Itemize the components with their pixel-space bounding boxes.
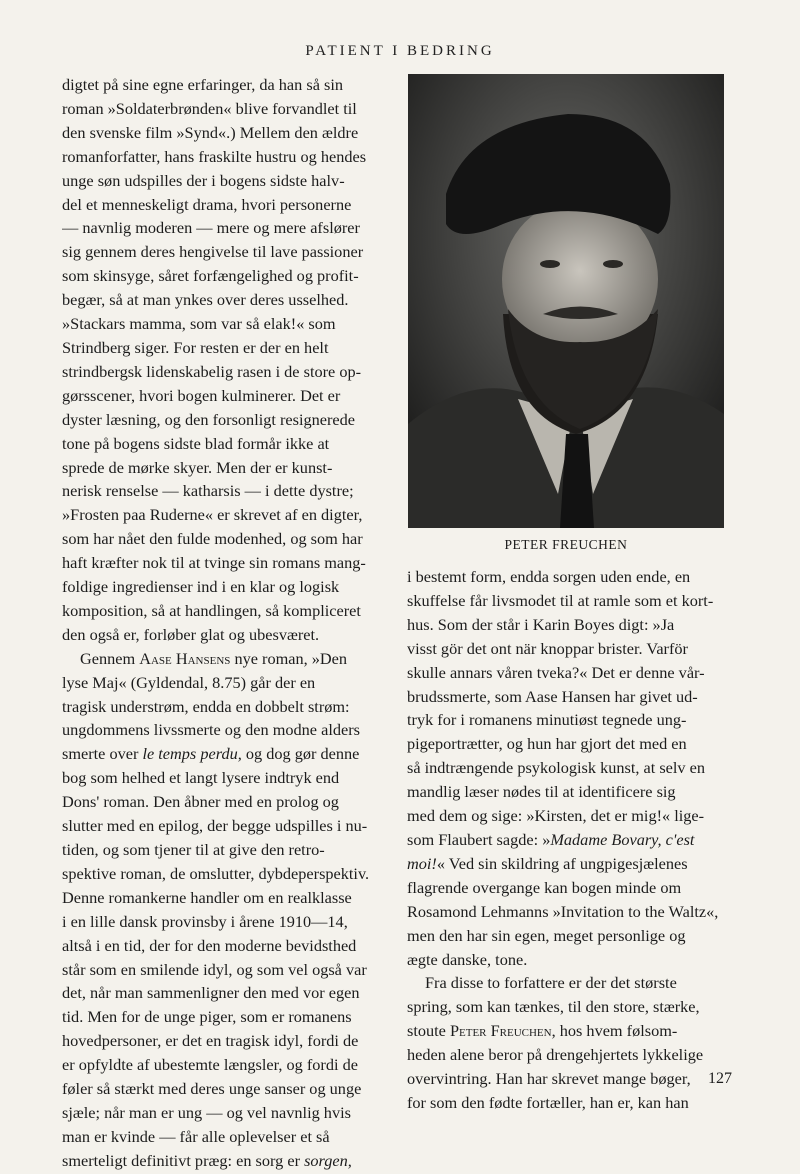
- text-line: som skinsyge, såret forfængelighed og profit-: [62, 266, 359, 286]
- text-line: men den har sin egen, meget personlige og: [407, 925, 686, 945]
- text-line: i en lille dansk provinsby i årene 1910—14,: [62, 911, 348, 931]
- text-line: slutter med en epilog, der begge udspilles i nu-: [62, 816, 368, 836]
- text-line: skulle annars våren tveka?« Det er denne vår-: [407, 662, 705, 682]
- text-line: for som den fødte fortæller, han er, kan han: [407, 1092, 689, 1112]
- text-line: Rosamond Lehmanns »Invitation to the Waltz«,: [407, 901, 719, 921]
- text-line: hus. Som der står i Karin Boyes digt: »Ja: [407, 614, 675, 634]
- text-line: hovedpersoner, er det en tragisk idyl, fordi de: [62, 1031, 359, 1051]
- text-line: tragisk understrøm, endda en dobbelt strøm:: [62, 696, 350, 716]
- text-line: dyster læsning, og den forsonligt resignerede: [62, 409, 356, 429]
- text-line: som har nået den fulde modenhed, og som har: [62, 529, 363, 549]
- text-line: overvintring. Han har skrevet mange bøger,: [407, 1069, 691, 1089]
- running-title: PATIENT I BEDRING: [305, 43, 495, 59]
- text-line: mandlig læser nødes til at identificere sig: [407, 782, 676, 802]
- text-line: den svenske film »Synd«.) Mellem den ældre: [62, 122, 359, 142]
- text-line: er opfyldte af ubestemte længsler, og fordi de: [62, 1055, 358, 1075]
- text-line: — navnlig moderen — mere og mere afslører: [62, 218, 360, 238]
- text-line: tone på bogens sidste blad formår ikke at: [62, 433, 330, 453]
- text-line: romanforfatter, hans fraskilte hustru og hendes: [62, 146, 367, 166]
- text-line: ungdommens livssmerte og den modne alders: [62, 720, 360, 740]
- text-line: begær, så at man ynkes over deres usselhed.: [62, 290, 349, 310]
- page-number: 127: [708, 1070, 732, 1087]
- text-line: står som en smilende idyl, og som vel også var: [62, 959, 367, 979]
- text-line: Gennem Aase Hansens nye roman, »Den: [80, 648, 348, 668]
- portrait-image: [408, 74, 724, 528]
- text-line: »Stackars mamma, som var så elak!« som: [62, 314, 336, 334]
- text-line: komposition, så at handlingen, så kompliceret: [62, 600, 361, 620]
- text-line: Denne romankerne handler om en realklasse: [62, 887, 352, 907]
- text-line: skuffelse får livsmodet til at ramle som et kort-: [407, 590, 714, 610]
- text-line: stoute Peter Freuchen, hos hvem følsom-: [407, 1021, 678, 1041]
- text-line: tid. Men for de unge piger, som er romanens: [62, 1007, 352, 1027]
- text-line: spring, som kan tænkes, til den store, stærke,: [407, 997, 700, 1017]
- text-line: foldige ingredienser ind i en klar og logisk: [62, 577, 340, 597]
- text-line: pigeportrætter, og hun har gjort det med en: [407, 734, 687, 754]
- text-line: sig gennem deres hengivelse til lave passioner: [62, 242, 364, 262]
- text-line: Dons' roman. Den åbner med en prolog og: [62, 792, 339, 812]
- text-line: tryk for i romanens minutiøst tegnede ung-: [407, 710, 687, 730]
- text-line: haft kræfter nok til at tvinge sin romans mang-: [62, 553, 366, 573]
- portrait-photo: [408, 74, 724, 528]
- text-line: del et menneskeligt drama, hvori personerne: [62, 194, 352, 214]
- text-line: smerteligt definitivt præg: en sorg er sorgen,: [62, 1150, 352, 1170]
- text-line: brudssmerte, som Aase Hansen har givet ud-: [407, 686, 698, 706]
- right-column: [407, 565, 727, 1115]
- text-line: unge søn udspilles der i bogens sidste halv-: [62, 170, 345, 190]
- text-line: gørsscener, hvori bogen kulminerer. Det er: [62, 385, 341, 405]
- text-line: man er kvinde — får alle oplevelser et så: [62, 1126, 330, 1146]
- text-line: strindbergsk lidenskabelig rasen i de store op-: [62, 361, 362, 381]
- text-line: digtet på sine egne erfaringer, da han så sin: [62, 75, 343, 94]
- text-line: den også er, forløber glat og ubesværet.: [62, 624, 320, 644]
- text-line: sprede de mørke skyer. Men der er kunst-: [62, 457, 333, 477]
- text-line: nerisk renselse — katharsis — i dette dystre;: [62, 481, 354, 501]
- text-line: Fra disse to forfattere er der det største: [425, 973, 677, 993]
- text-line: Strindberg siger. For resten er der en helt: [62, 337, 329, 357]
- text-line: ægte danske, tone.: [407, 949, 528, 969]
- author-name: Peter Freuchen: [449, 1021, 552, 1041]
- text-line: flagrende overgange kan bogen minde om: [407, 877, 682, 897]
- text-line: smerte over le temps perdu, og dog gør denne: [62, 744, 360, 764]
- text-line: føler så stærkt med deres unge sanser og unge: [62, 1079, 362, 1099]
- text-line: som Flaubert sagde: »Madame Bovary, c'est: [407, 829, 695, 849]
- left-column: [62, 73, 391, 1173]
- text-line: det, når man sammenligner den med vor egen: [62, 983, 360, 1003]
- text-line: lyse Maj« (Gyldendal, 8.75) går der en: [62, 672, 316, 692]
- text-line: altså i en tid, der for den moderne bevidsthed: [62, 935, 357, 955]
- text-line: tiden, og som tjener til at give den retro-: [62, 840, 325, 859]
- text-line: visst gör det ont när knoppar brister. Varför: [407, 638, 688, 658]
- text-line: moi!« Ved sin skildring af ungpigesjælenes: [407, 853, 688, 873]
- text-line: med dem og sige: »Kirsten, det er mig!« lige-: [407, 806, 705, 826]
- text-line: spektive roman, de omslutter, dybdeperspektiv.: [62, 863, 370, 883]
- text-line: bog som helhed et langt lysere indtryk end: [62, 768, 340, 788]
- text-line: roman »Soldaterbrønden« blive forvandlet til: [62, 98, 357, 118]
- photo-caption: PETER FREUCHEN: [504, 537, 628, 552]
- text-line: sjæle; når man er ung — og vel navnlig hvis: [62, 1102, 351, 1122]
- text-line: heden alene beror på drengehjertets lykkelige: [407, 1045, 704, 1065]
- text-line: i bestemt form, endda sorgen uden ende, en: [407, 567, 691, 586]
- author-name: Aase Hansens: [139, 648, 231, 668]
- text-line: så indtrængende psykologisk kunst, at selv en: [407, 758, 706, 778]
- text-line: »Frosten paa Ruderne« er skrevet af en digter,: [62, 505, 363, 525]
